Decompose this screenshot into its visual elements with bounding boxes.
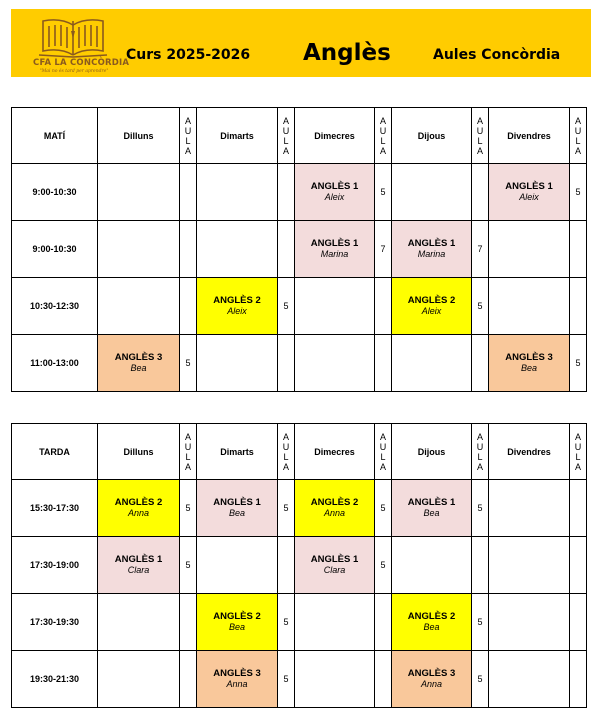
course-name: ANGLÈS 2 <box>213 295 261 306</box>
empty-aula-cell <box>472 537 489 594</box>
empty-aula-cell <box>375 651 392 708</box>
teacher-name: Aleix <box>421 306 442 316</box>
empty-aula-cell <box>472 164 489 221</box>
afternoon-schedule-table <box>11 423 587 708</box>
day-header: Dijous <box>392 108 472 164</box>
empty-aula-cell <box>570 480 587 537</box>
empty-aula-cell <box>278 164 295 221</box>
course-name: ANGLÈS 3 <box>407 668 456 679</box>
aula-letter: U <box>184 441 192 452</box>
teacher-name: Marina <box>417 249 446 259</box>
class-cell <box>197 651 278 708</box>
aula-number: 7 <box>375 221 392 278</box>
empty-cell <box>98 651 180 708</box>
empty-cell <box>392 537 472 594</box>
aula-number: 5 <box>570 164 587 221</box>
empty-aula-cell <box>375 335 392 392</box>
time-slot: 15:30-17:30 <box>12 480 98 537</box>
teacher-name: Clara <box>127 565 150 575</box>
empty-aula-cell <box>570 594 587 651</box>
class-cell <box>295 480 375 537</box>
teacher-name: Bea <box>130 363 147 373</box>
teacher-name: Clara <box>323 565 346 575</box>
aula-letter: A <box>282 115 289 126</box>
course-name: ANGLÈS 2 <box>310 497 359 508</box>
aula-number: 5 <box>180 480 197 537</box>
table-header-row <box>12 424 587 480</box>
empty-cell <box>197 537 278 594</box>
aula-letter: A <box>282 145 289 156</box>
aula-letter: A <box>282 461 289 472</box>
table-row <box>12 164 587 221</box>
morning-schedule-table <box>11 107 587 392</box>
aula-letter: A <box>379 461 386 472</box>
aula-letter: A <box>184 115 191 126</box>
day-header: Dijous <box>392 424 472 480</box>
empty-cell <box>489 594 570 651</box>
empty-aula-cell <box>570 278 587 335</box>
empty-cell <box>489 278 570 335</box>
class-cell <box>98 335 180 392</box>
empty-cell <box>197 335 278 392</box>
aula-letter: U <box>574 441 582 452</box>
aula-letter: A <box>476 145 483 156</box>
aula-letter: L <box>575 135 581 146</box>
empty-cell <box>392 335 472 392</box>
aula-letter: A <box>379 145 386 156</box>
table-row <box>12 651 587 708</box>
aula-letter: U <box>476 441 484 452</box>
table-row <box>12 480 587 537</box>
aula-letter: A <box>184 145 191 156</box>
empty-cell <box>489 480 570 537</box>
rooms-label: Aules Concòrdia <box>433 47 561 63</box>
teacher-name: Aleix <box>227 306 247 316</box>
logo-motto: "Mai no és tard per aprendre" <box>39 69 109 74</box>
class-cell <box>295 537 375 594</box>
day-header: Dimecres <box>295 424 375 480</box>
course-name: ANGLÈS 1 <box>407 497 456 508</box>
course-name: ANGLÈS 2 <box>213 611 261 622</box>
class-cell <box>489 335 570 392</box>
empty-cell <box>295 335 375 392</box>
aula-letter: L <box>380 135 386 146</box>
time-slot: 17:30-19:30 <box>12 594 98 651</box>
aula-number: 5 <box>375 480 392 537</box>
empty-cell <box>295 278 375 335</box>
class-cell <box>98 480 180 537</box>
aula-number: 7 <box>472 221 489 278</box>
class-cell <box>197 594 278 651</box>
page-title: Anglès <box>303 40 391 66</box>
day-header: Dimarts <box>197 424 278 480</box>
course-name: ANGLÈS 1 <box>310 238 359 249</box>
aula-letter: U <box>282 125 290 136</box>
course-name: ANGLÈS 1 <box>310 181 359 192</box>
empty-aula-cell <box>570 537 587 594</box>
period-label: MATÍ <box>12 108 98 164</box>
course-name: ANGLÈS 2 <box>407 611 456 622</box>
table-row <box>12 594 587 651</box>
teacher-name: Bea <box>228 508 245 518</box>
course-name: ANGLÈS 2 <box>407 295 456 306</box>
aula-number: 5 <box>570 335 587 392</box>
aula-number: 5 <box>278 594 295 651</box>
empty-aula-cell <box>180 651 197 708</box>
course-name: ANGLÈS 2 <box>114 497 163 508</box>
table-row <box>12 335 587 392</box>
aula-letter: U <box>476 125 484 136</box>
empty-aula-cell <box>570 651 587 708</box>
day-header: Divendres <box>489 108 570 164</box>
empty-aula-cell <box>375 594 392 651</box>
aula-header <box>570 424 587 480</box>
course-name: ANGLÈS 3 <box>114 352 163 363</box>
header-banner <box>11 9 591 77</box>
table-row <box>12 221 587 278</box>
empty-cell <box>489 221 570 278</box>
aula-letter: L <box>185 451 191 462</box>
time-slot: 19:30-21:30 <box>12 651 98 708</box>
aula-number: 5 <box>278 480 295 537</box>
aula-header <box>278 108 295 164</box>
aula-letter: A <box>574 461 581 472</box>
aula-letter: A <box>282 431 289 442</box>
period-label: TARDA <box>12 424 98 480</box>
empty-aula-cell <box>278 221 295 278</box>
class-cell <box>392 651 472 708</box>
aula-letter: A <box>379 431 386 442</box>
course-year: Curs 2025-2026 <box>126 47 251 63</box>
day-header: Dilluns <box>98 424 180 480</box>
aula-letter: L <box>477 451 483 462</box>
aula-letter: L <box>283 451 289 462</box>
table-row <box>12 278 587 335</box>
aula-letter: A <box>574 431 581 442</box>
aula-header <box>180 108 197 164</box>
aula-letter: A <box>184 431 191 442</box>
teacher-name: Anna <box>127 508 150 518</box>
aula-header <box>472 424 489 480</box>
teacher-name: Bea <box>228 622 245 632</box>
day-header: Dimecres <box>295 108 375 164</box>
aula-number: 5 <box>278 278 295 335</box>
aula-number: 5 <box>278 651 295 708</box>
aula-number: 5 <box>472 278 489 335</box>
empty-aula-cell <box>180 164 197 221</box>
class-cell <box>295 221 375 278</box>
course-name: ANGLÈS 1 <box>505 181 553 192</box>
aula-letter: A <box>379 115 386 126</box>
empty-aula-cell <box>570 221 587 278</box>
empty-cell <box>392 164 472 221</box>
empty-cell <box>197 164 278 221</box>
aula-letter: A <box>476 115 483 126</box>
aula-letter: U <box>282 441 290 452</box>
aula-letter: U <box>379 125 387 136</box>
aula-letter: A <box>574 115 581 126</box>
empty-aula-cell <box>180 278 197 335</box>
aula-letter: A <box>184 461 191 472</box>
teacher-name: Anna <box>323 508 346 518</box>
aula-header <box>375 424 392 480</box>
class-cell <box>197 480 278 537</box>
aula-letter: U <box>574 125 582 136</box>
table-row <box>12 537 587 594</box>
aula-letter: L <box>380 451 386 462</box>
aula-header <box>570 108 587 164</box>
empty-cell <box>295 594 375 651</box>
aula-header <box>375 108 392 164</box>
aula-letter: A <box>476 431 483 442</box>
empty-aula-cell <box>472 335 489 392</box>
empty-aula-cell <box>278 537 295 594</box>
class-cell <box>392 221 472 278</box>
school-logo <box>33 15 130 75</box>
aula-letter: L <box>185 135 191 146</box>
time-slot: 9:00-10:30 <box>12 164 98 221</box>
class-cell <box>295 164 375 221</box>
teacher-name: Anna <box>420 679 443 689</box>
aula-letter: L <box>477 135 483 146</box>
empty-aula-cell <box>278 335 295 392</box>
empty-cell <box>98 278 180 335</box>
class-cell <box>392 278 472 335</box>
teacher-name: Bea <box>520 363 537 373</box>
teacher-name: Aleix <box>324 192 345 202</box>
aula-letter: L <box>283 135 289 146</box>
aula-letter: A <box>476 461 483 472</box>
course-name: ANGLÈS 3 <box>505 352 553 363</box>
empty-aula-cell <box>375 278 392 335</box>
aula-header <box>278 424 295 480</box>
course-name: ANGLÈS 1 <box>407 238 456 249</box>
teacher-name: Anna <box>226 679 248 689</box>
course-name: ANGLÈS 3 <box>213 668 261 679</box>
empty-cell <box>489 651 570 708</box>
table-header-row <box>12 108 587 164</box>
course-name: ANGLÈS 1 <box>310 554 359 565</box>
class-cell <box>392 480 472 537</box>
aula-number: 5 <box>472 651 489 708</box>
aula-number: 5 <box>472 594 489 651</box>
time-slot: 17:30-19:00 <box>12 537 98 594</box>
class-cell <box>98 537 180 594</box>
class-cell <box>392 594 472 651</box>
teacher-name: Bea <box>423 508 440 518</box>
open-book-icon <box>33 15 115 59</box>
teacher-name: Aleix <box>519 192 539 202</box>
empty-aula-cell <box>180 221 197 278</box>
aula-number: 5 <box>472 480 489 537</box>
teacher-name: Marina <box>320 249 349 259</box>
empty-cell <box>489 537 570 594</box>
empty-aula-cell <box>180 594 197 651</box>
empty-cell <box>197 221 278 278</box>
class-cell <box>197 278 278 335</box>
aula-header <box>472 108 489 164</box>
time-slot: 11:00-13:00 <box>12 335 98 392</box>
day-header: Divendres <box>489 424 570 480</box>
aula-number: 5 <box>180 537 197 594</box>
day-header: Dimarts <box>197 108 278 164</box>
aula-number: 5 <box>375 537 392 594</box>
aula-letter: A <box>574 145 581 156</box>
time-slot: 9:00-10:30 <box>12 221 98 278</box>
empty-cell <box>295 651 375 708</box>
empty-cell <box>98 594 180 651</box>
logo-name: CFA LA CONCÒRDIA <box>33 58 130 68</box>
teacher-name: Bea <box>423 622 440 632</box>
day-header: Dilluns <box>98 108 180 164</box>
time-slot: 10:30-12:30 <box>12 278 98 335</box>
aula-letter: U <box>184 125 192 136</box>
empty-cell <box>98 221 180 278</box>
aula-number: 5 <box>375 164 392 221</box>
course-name: ANGLÈS 1 <box>213 497 261 508</box>
aula-letter: L <box>575 451 581 462</box>
aula-number: 5 <box>180 335 197 392</box>
aula-header <box>180 424 197 480</box>
aula-letter: U <box>379 441 387 452</box>
class-cell <box>489 164 570 221</box>
empty-cell <box>98 164 180 221</box>
course-name: ANGLÈS 1 <box>114 554 163 565</box>
